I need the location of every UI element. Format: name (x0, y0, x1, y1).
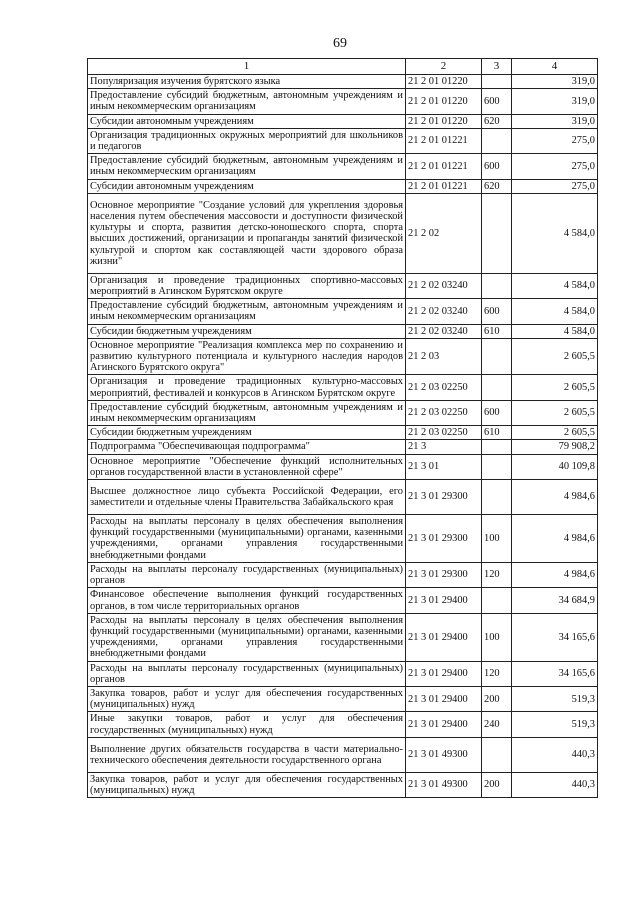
cell-code: 21 3 01 29300 (406, 562, 482, 587)
cell-name: Иные закупки товаров, работ и услуг для обеспечения государственных (муниципальных) нужд (88, 712, 406, 737)
cell-name: Основное мероприятие "Реализация комплекса мер по сохранению и развитию культурного потенциала и культурного наследия народов Агинского Бурятского округа" (88, 338, 406, 375)
cell-sum: 319,0 (512, 75, 598, 89)
cell-type: 620 (482, 114, 512, 128)
cell-sum: 519,3 (512, 686, 598, 711)
cell-name: Субсидии бюджетным учреждениям (88, 426, 406, 440)
cell-type (482, 454, 512, 479)
cell-type: 240 (482, 712, 512, 737)
table-row (88, 686, 598, 711)
cell-name: Основное мероприятие "Обеспечение функций исполнительных органов государственной власти в установленной сфере" (88, 454, 406, 479)
cell-code: 21 3 01 29400 (406, 613, 482, 661)
cell-name: Предоставление субсидий бюджетным, автономным учреждениям и иным некоммерческим организациям (88, 400, 406, 425)
table-row (88, 661, 598, 686)
cell-type: 100 (482, 515, 512, 563)
cell-name: Популяризация изучения бурятского языка (88, 75, 406, 89)
cell-type: 120 (482, 661, 512, 686)
table-body (88, 75, 598, 798)
cell-name: Организация и проведение традиционных спортивно-массовых мероприятий в Агинском Бурятском округе (88, 273, 406, 298)
table-row (88, 454, 598, 479)
table-row (88, 613, 598, 661)
cell-name: Субсидии бюджетным учреждениям (88, 324, 406, 338)
table-row (88, 273, 598, 298)
table-row (88, 480, 598, 515)
cell-type: 600 (482, 89, 512, 114)
cell-sum: 4 584,0 (512, 299, 598, 324)
table-row (88, 89, 598, 114)
table-row (88, 338, 598, 375)
cell-sum: 2 605,5 (512, 426, 598, 440)
cell-type: 620 (482, 179, 512, 193)
cell-code: 21 2 02 03240 (406, 273, 482, 298)
table-row (88, 154, 598, 179)
table-row (88, 75, 598, 89)
budget-table (87, 58, 598, 798)
cell-type: 610 (482, 324, 512, 338)
cell-name: Организация традиционных окружных мероприятий для школьников и педагогов (88, 128, 406, 153)
table-row (88, 426, 598, 440)
cell-code: 21 3 01 29300 (406, 480, 482, 515)
cell-type: 600 (482, 299, 512, 324)
cell-code: 21 2 03 02250 (406, 426, 482, 440)
cell-code: 21 3 (406, 440, 482, 454)
cell-type (482, 75, 512, 89)
cell-sum: 2 605,5 (512, 375, 598, 400)
cell-sum: 2 605,5 (512, 338, 598, 375)
page-number: 69 (333, 36, 347, 51)
cell-name: Подпрограмма "Обеспечивающая подпрограмма" (88, 440, 406, 454)
cell-sum: 4 584,0 (512, 193, 598, 273)
cell-type: 200 (482, 772, 512, 797)
cell-name: Выполнение других обязательств государства в части материально-технического обеспечения деятельности государственного органа (88, 737, 406, 772)
cell-sum: 319,0 (512, 89, 598, 114)
cell-code: 21 2 02 03240 (406, 324, 482, 338)
cell-code: 21 2 01 01221 (406, 128, 482, 153)
table-row (88, 193, 598, 273)
cell-code: 21 3 01 (406, 454, 482, 479)
cell-sum: 4 984,6 (512, 562, 598, 587)
table-header-row (88, 59, 598, 75)
cell-type (482, 480, 512, 515)
cell-sum: 34 165,6 (512, 613, 598, 661)
cell-type (482, 737, 512, 772)
cell-sum: 34 684,9 (512, 588, 598, 613)
cell-sum: 319,0 (512, 114, 598, 128)
column-header-type: 3 (482, 59, 512, 75)
cell-code: 21 2 01 01221 (406, 154, 482, 179)
cell-code: 21 3 01 29300 (406, 515, 482, 563)
cell-name: Расходы на выплаты персоналу государственных (муниципальных) органов (88, 661, 406, 686)
column-header-code: 2 (406, 59, 482, 75)
cell-name: Субсидии автономным учреждениям (88, 179, 406, 193)
table-row (88, 375, 598, 400)
cell-code: 21 3 01 29400 (406, 686, 482, 711)
cell-code: 21 3 01 49300 (406, 772, 482, 797)
cell-code: 21 2 03 (406, 338, 482, 375)
cell-code: 21 2 01 01220 (406, 114, 482, 128)
cell-code: 21 2 01 01220 (406, 89, 482, 114)
cell-sum: 440,3 (512, 772, 598, 797)
cell-code: 21 3 01 29400 (406, 661, 482, 686)
cell-sum: 2 605,5 (512, 400, 598, 425)
cell-sum: 275,0 (512, 128, 598, 153)
cell-code: 21 2 03 02250 (406, 375, 482, 400)
table-row (88, 128, 598, 153)
table-row (88, 712, 598, 737)
table-row (88, 324, 598, 338)
cell-sum: 4 584,0 (512, 324, 598, 338)
cell-code: 21 2 01 01220 (406, 75, 482, 89)
cell-type: 600 (482, 400, 512, 425)
cell-code: 21 3 01 29400 (406, 588, 482, 613)
cell-type (482, 273, 512, 298)
cell-sum: 34 165,6 (512, 661, 598, 686)
cell-sum: 519,3 (512, 712, 598, 737)
table-row (88, 515, 598, 563)
table-row (88, 114, 598, 128)
cell-type: 600 (482, 154, 512, 179)
cell-type: 100 (482, 613, 512, 661)
cell-type: 200 (482, 686, 512, 711)
column-header-sum: 4 (512, 59, 598, 75)
cell-sum: 4 984,6 (512, 480, 598, 515)
cell-name: Расходы на выплаты персоналу в целях обеспечения выполнения функций государственными (муниципальными) органами, казенными учреждениями, органами управления государственными внебюджетными фондами (88, 613, 406, 661)
cell-name: Закупка товаров, работ и услуг для обеспечения государственных (муниципальных) нужд (88, 686, 406, 711)
cell-code: 21 3 01 49300 (406, 737, 482, 772)
column-header-name: 1 (88, 59, 406, 75)
table-row (88, 299, 598, 324)
cell-name: Организация и проведение традиционных культурно-массовых мероприятий, фестивалей и конкурсов в Агинском Бурятском округе (88, 375, 406, 400)
cell-code: 21 2 01 01221 (406, 179, 482, 193)
table-row (88, 400, 598, 425)
cell-type: 120 (482, 562, 512, 587)
table-row (88, 588, 598, 613)
cell-type (482, 375, 512, 400)
cell-sum: 4 984,6 (512, 515, 598, 563)
cell-sum: 4 584,0 (512, 273, 598, 298)
cell-name: Предоставление субсидий бюджетным, автономным учреждениям и иным некоммерческим организациям (88, 154, 406, 179)
table-row (88, 737, 598, 772)
cell-name: Высшее должностное лицо субъекта Российской Федерации, его заместители и отдельные члены Правительства Забайкальского края (88, 480, 406, 515)
cell-name: Расходы на выплаты персоналу государственных (муниципальных) органов (88, 562, 406, 587)
cell-name: Предоставление субсидий бюджетным, автономным учреждениям и иным некоммерческим организациям (88, 299, 406, 324)
cell-name: Закупка товаров, работ и услуг для обеспечения государственных (муниципальных) нужд (88, 772, 406, 797)
cell-type (482, 338, 512, 375)
cell-sum: 40 109,8 (512, 454, 598, 479)
cell-sum: 275,0 (512, 179, 598, 193)
table-row (88, 772, 598, 797)
cell-name: Финансовое обеспечение выполнения функций государственных органов, в том числе территориальных органов (88, 588, 406, 613)
cell-type: 610 (482, 426, 512, 440)
cell-code: 21 2 02 (406, 193, 482, 273)
cell-name: Субсидии автономным учреждениям (88, 114, 406, 128)
cell-code: 21 3 01 29400 (406, 712, 482, 737)
cell-sum: 440,3 (512, 737, 598, 772)
table-row (88, 179, 598, 193)
cell-type (482, 440, 512, 454)
table-row (88, 562, 598, 587)
cell-sum: 79 908,2 (512, 440, 598, 454)
cell-type (482, 128, 512, 153)
cell-name: Предоставление субсидий бюджетным, автономным учреждениям и иным некоммерческим организациям (88, 89, 406, 114)
cell-type (482, 588, 512, 613)
cell-code: 21 2 03 02250 (406, 400, 482, 425)
cell-type (482, 193, 512, 273)
cell-name: Расходы на выплаты персоналу в целях обеспечения выполнения функций государственными (муниципальными) органами, казенными учреждениями, органами управления государственными внебюджетными фондами (88, 515, 406, 563)
table-row (88, 440, 598, 454)
cell-code: 21 2 02 03240 (406, 299, 482, 324)
cell-name: Основное мероприятие "Создание условий для укрепления здоровья населения путем обеспечения массовости и доступности физической культуры и спорта, развития детско-юношеского спорта, спорта высших достижений, организации и пропаганды занятий физической культурой и спортом как составляющей части здорового образа жизни" (88, 193, 406, 273)
cell-sum: 275,0 (512, 154, 598, 179)
